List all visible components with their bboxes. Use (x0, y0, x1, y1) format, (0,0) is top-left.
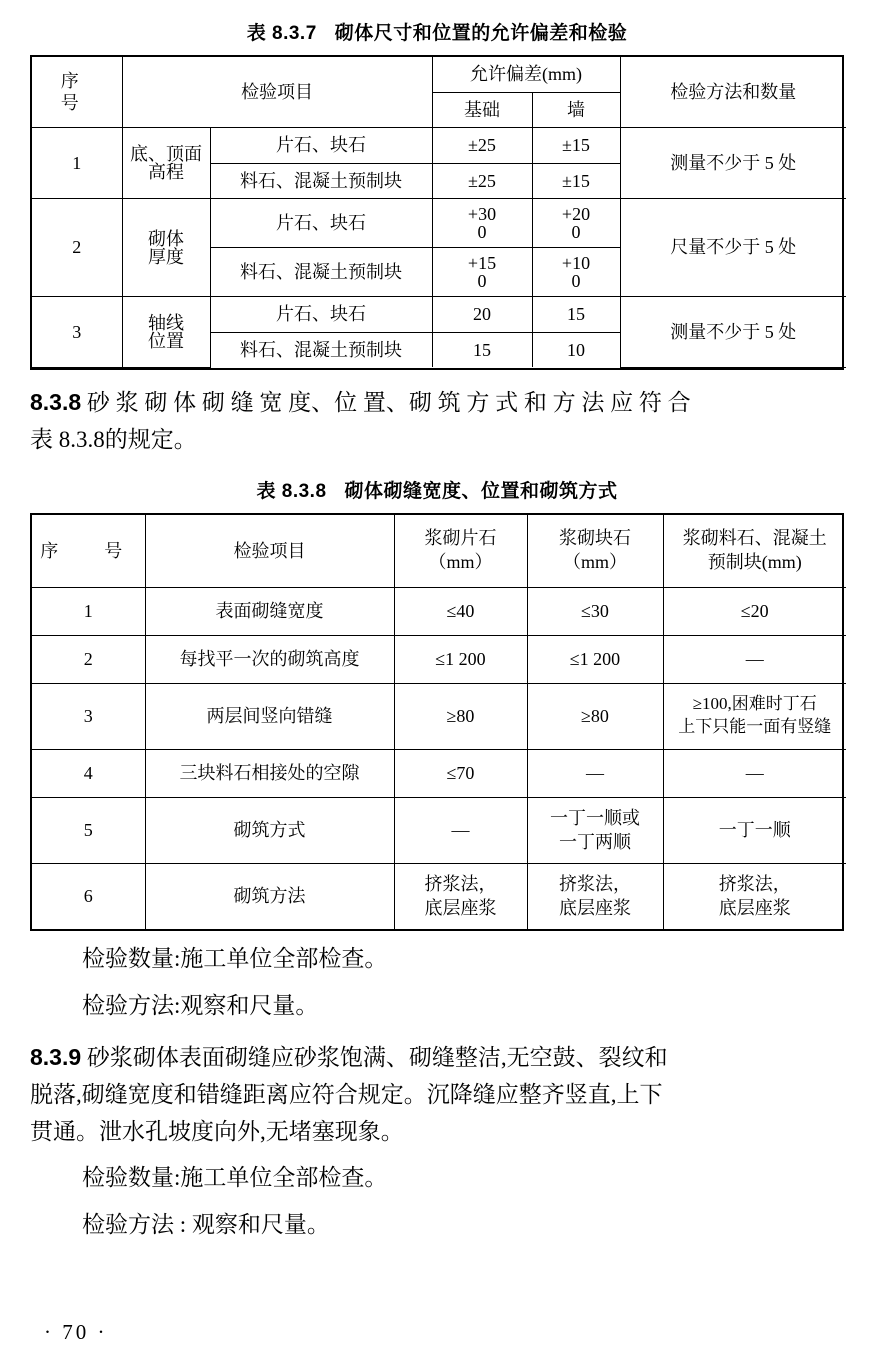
table-838-header-col3: 浆砌片石 （mm） (394, 515, 527, 587)
table-838-row6-item: 砌筑方法 (145, 863, 394, 929)
table-838-header-col4: 浆砌块石 （mm） (527, 515, 663, 587)
table-row (32, 515, 846, 587)
table-row (32, 749, 846, 797)
table-838-row2-c4: ≤1 200 (527, 635, 663, 683)
table-row (32, 797, 846, 863)
table-838-caption-number: 表 8.3.8 (256, 481, 327, 502)
paragraph-838-text: 砂 浆 砌 体 砌 缝 宽 度、位 置、砌 筑 方 式 和 方 法 应 符 合 (86, 389, 691, 415)
table-837-row2-sub1-foundation: +30 0 (432, 199, 532, 248)
table-837-row1-sub1-item: 片石、块石 (210, 128, 432, 164)
table-837-header-tolerance: 允许偏差(mm) (432, 57, 620, 92)
table-837-row1-method: 测量不少于 5 处 (620, 128, 846, 199)
table-838-row2-item: 每找平一次的砌筑高度 (145, 635, 394, 683)
table-838-row4-c5: — (663, 749, 846, 797)
table-838-row5-seq: 5 (32, 797, 145, 863)
table-837-row1-sub2-wall: ±15 (532, 163, 620, 199)
table-838-row6-c4: 挤浆法， 底层座浆 (527, 863, 663, 929)
table-837-wrapper (30, 55, 844, 370)
table-838-row1-seq: 1 (32, 587, 145, 635)
table-837 (32, 57, 846, 368)
table-838-wrapper (30, 513, 844, 931)
paragraph-839-number: 8.3.9 (30, 1043, 82, 1070)
table-837-header-seq: 序 号 (32, 57, 122, 128)
table-837-row3-method: 测量不少于 5 处 (620, 297, 846, 368)
table-row (32, 863, 846, 929)
table-837-row1-group: 底、顶面 高程 (122, 128, 210, 199)
table-837-row1-sub1-foundation: ±25 (432, 128, 532, 164)
table-838-row4-seq: 4 (32, 749, 145, 797)
table-837-row3-sub2-wall: 10 (532, 332, 620, 367)
table-837-header-item: 检验项目 (122, 57, 432, 128)
paragraph-838-text2: 表 8.3.8的规定。 (30, 426, 197, 452)
table-837-caption-text: 砌体尺寸和位置的允许偏差和检验 (334, 23, 628, 44)
table-837-row2-seq: 2 (32, 199, 122, 297)
table-838-row5-c3: — (394, 797, 527, 863)
table-838-row3-seq: 3 (32, 683, 145, 749)
table-row (32, 128, 846, 164)
table-837-row1-seq: 1 (32, 128, 122, 199)
table-838-row1-c5: ≤20 (663, 587, 846, 635)
table-838-row4-item: 三块料石相接处的空隙 (145, 749, 394, 797)
document-page (0, 18, 874, 1361)
paragraph-838-number: 8.3.8 (30, 388, 82, 415)
table-838-row3-c3: ≥80 (394, 683, 527, 749)
table-row (32, 635, 846, 683)
table-838-row3-item: 两层间竖向错缝 (145, 683, 394, 749)
table-838-row3-c4: ≥80 (527, 683, 663, 749)
table-837-row3-seq: 3 (32, 297, 122, 368)
paragraph-838 (30, 384, 844, 459)
table-838-row5-item: 砌筑方式 (145, 797, 394, 863)
table-837-caption (30, 18, 844, 45)
table-838-row4-c4: — (527, 749, 663, 797)
table-837-row3-group: 轴线 位置 (122, 297, 210, 368)
table-row (32, 587, 846, 635)
page-content (30, 18, 844, 1244)
table-837-row1-sub2-item: 料石、混凝土预制块 (210, 163, 432, 199)
table-838-row2-c5: — (663, 635, 846, 683)
table-838-row1-c3: ≤40 (394, 587, 527, 635)
table-row (32, 297, 846, 333)
table-row (32, 199, 846, 248)
table-837-caption-number: 表 8.3.7 (246, 23, 317, 44)
table-838-row6-c3: 挤浆法， 底层座浆 (394, 863, 527, 929)
table-837-row3-sub2-item: 料石、混凝土预制块 (210, 332, 432, 367)
paragraph-839-inspection-quantity: 检验数量:施工单位全部检查。 (82, 1165, 388, 1191)
table-837-header-wall: 墙 (532, 92, 620, 128)
table-837-row2-group: 砌体 厚度 (122, 199, 210, 297)
table-838-inspection-method: 检验方法:观察和尺量。 (82, 992, 319, 1018)
table-838-header-seq: 序 号 (32, 515, 145, 587)
table-838-row4-c3: ≤70 (394, 749, 527, 797)
page-number-footer: · 70 · (44, 1320, 108, 1344)
paragraph-839 (30, 1039, 844, 1151)
table-837-row2-sub2-foundation: +15 0 (432, 248, 532, 297)
paragraph-839-line1: 砂浆砌体表面砌缝应砂浆饱满、砌缝整洁,无空鼓、裂纹和 (86, 1044, 668, 1070)
table-838-caption (30, 476, 844, 503)
table-838-row1-item: 表面砌缝宽度 (145, 587, 394, 635)
table-row (32, 683, 846, 749)
table-837-row1-sub2-foundation: ±25 (432, 163, 532, 199)
table-837-row2-sub2-wall: +10 0 (532, 248, 620, 297)
table-837-row3-sub1-item: 片石、块石 (210, 297, 432, 333)
table-838-header-item: 检验项目 (145, 515, 394, 587)
table-838-row3-c5: ≥100,困难时丁石 上下只能一面有竖缝 (663, 683, 846, 749)
table-837-row2-method: 尺量不少于 5 处 (620, 199, 846, 297)
table-838-row6-seq: 6 (32, 863, 145, 929)
table-837-row3-sub1-wall: 15 (532, 297, 620, 333)
table-837-row1-sub1-wall: ±15 (532, 128, 620, 164)
table-837-row2-sub1-wall: +20 0 (532, 199, 620, 248)
table-838-row2-c3: ≤1 200 (394, 635, 527, 683)
table-838-row6-c5: 挤浆法， 底层座浆 (663, 863, 846, 929)
table-837-header-method: 检验方法和数量 (620, 57, 846, 128)
table-837-row2-sub2-item: 料石、混凝土预制块 (210, 248, 432, 297)
table-837-row2-sub1-item: 片石、块石 (210, 199, 432, 248)
table-838-caption-text: 砌体砌缝宽度、位置和砌筑方式 (344, 481, 618, 502)
table-837-row3-sub1-foundation: 20 (432, 297, 532, 333)
table-837-header-foundation: 基础 (432, 92, 532, 128)
table-838-header-col5: 浆砌料石、混凝土 预制块(mm) (663, 515, 846, 587)
table-838-row5-c5: 一丁一顺 (663, 797, 846, 863)
paragraph-839-line3: 贯通。泄水孔坡度向外,无堵塞现象。 (30, 1119, 404, 1145)
table-838-row1-c4: ≤30 (527, 587, 663, 635)
table-838 (32, 515, 846, 929)
table-row (32, 57, 846, 92)
table-837-row3-sub2-foundation: 15 (432, 332, 532, 367)
table-838-inspection-quantity: 检验数量:施工单位全部检查。 (82, 946, 388, 971)
table-838-row5-c4: 一丁一顺或 一丁两顺 (527, 797, 663, 863)
paragraph-839-inspection-method: 检验方法 : 观察和尺量。 (82, 1212, 330, 1238)
paragraph-839-line2: 脱落,砌缝宽度和错缝距离应符合规定。沉降缝应整齐竖直,上下 (30, 1081, 663, 1107)
table-838-row2-seq: 2 (32, 635, 145, 683)
